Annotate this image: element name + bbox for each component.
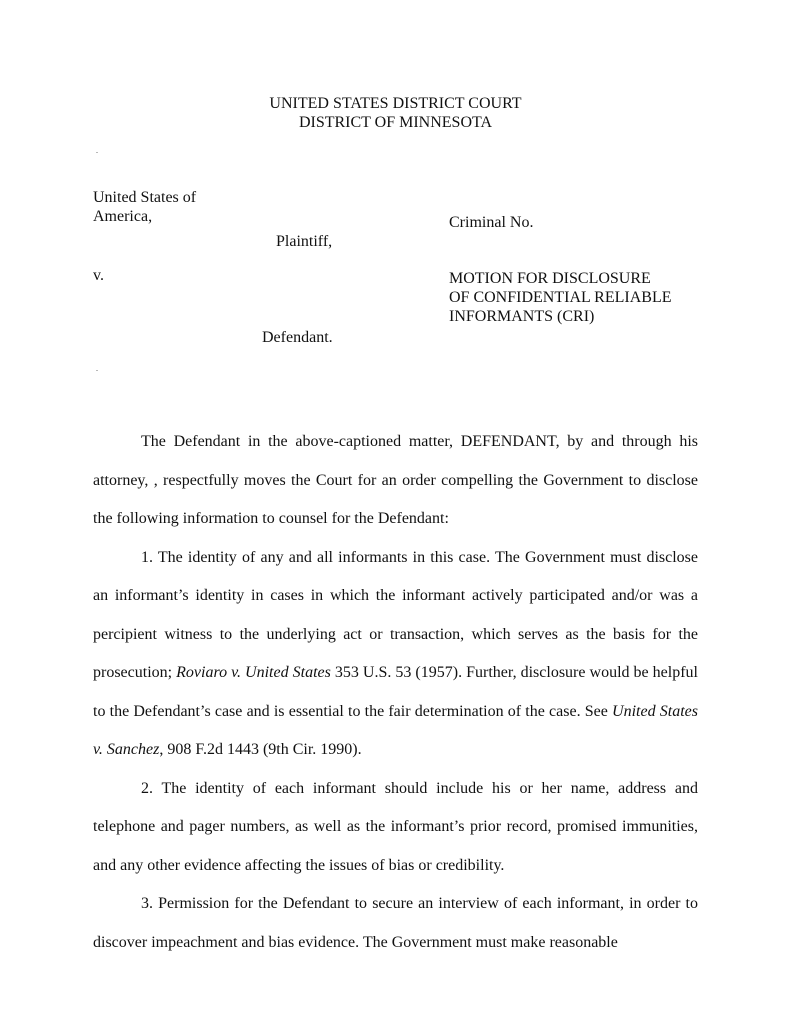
paragraph-1 [93,539,698,770]
motion-title-line: OF CONFIDENTIAL RELIABLE [449,289,672,306]
paragraph-1-text: , 908 F.2d 1443 (9th Cir. 1990). [159,741,362,758]
motion-body [93,423,698,962]
court-district: DISTRICT OF MINNESOTA [298,114,493,131]
case-citation: Roviaro v. United States [176,664,331,681]
court-name: UNITED STATES DISTRICT COURT [269,95,522,112]
paragraph-3: 3. Permission for the Defendant to secure an interview of each informant, in order to discover impeachment and bias evidence. The Government must make reasonable [93,895,698,951]
intro-paragraph: The Defendant in the above-captioned matter, DEFENDANT, by and through his attorney, , respectfully moves the Court for an order compelling the Government to disclose the following information to counsel for the Defendant: [93,433,698,527]
paragraph-2: 2. The identity of each informant should include his or her name, address and telephone and pager numbers, as well as the informant’s prior record, promised immunities, and any other evidence affecting the issues of bias or credibility. [93,779,698,874]
motion-title-line: MOTION FOR DISCLOSURE [449,270,651,287]
motion-title [449,269,672,326]
caption-divider-mark [96,152,98,153]
versus: v. [93,267,104,284]
defendant-role: Defendant. [262,329,333,346]
paragraph-1-text: 353 U.S. 53 (1957). Further, disclosure would be helpful to the Defendant’s case and is essential to the fair determination of the case. See [93,664,698,720]
caption-divider-mark [96,370,98,371]
case-number-label: Criminal No. [449,214,534,231]
paragraph-1-text: 1. The identity of any and all informants in this case. The Government must disclose an informant’s identity in cases in which the informant actively participated and/or was a percipient witness to the underlying act or transaction, which serves as the basis for the prosecution; [93,548,698,681]
case-citation: United States v. Sanchez [93,702,698,758]
plaintiff-role: Plaintiff, [276,233,333,250]
court-header [0,94,791,132]
motion-title-line: INFORMANTS (CRI) [449,308,595,325]
plaintiff-name: United States of America, [93,189,197,225]
